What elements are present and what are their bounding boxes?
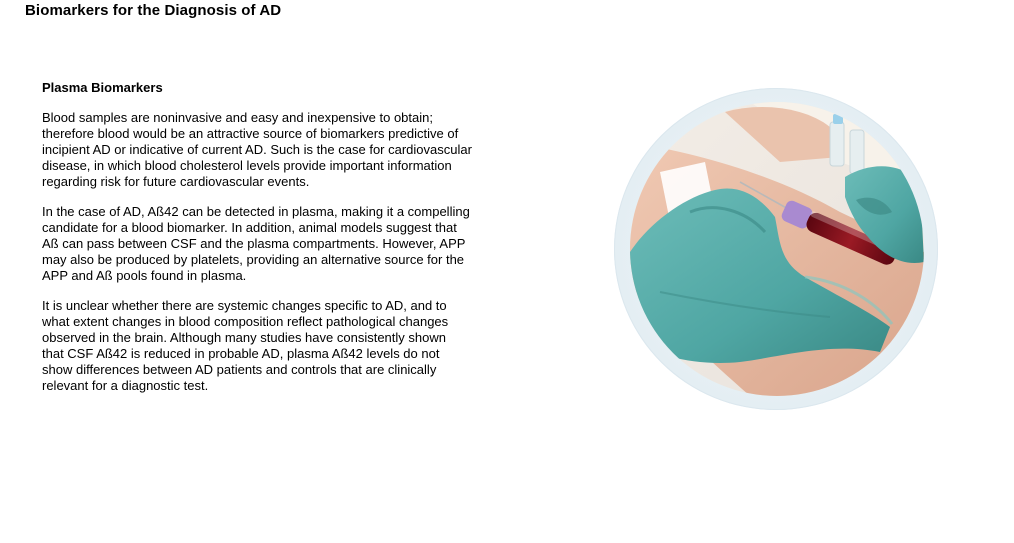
paragraph-line: Blood samples are noninvasive and easy and inexpensive to obtain;: [42, 110, 433, 125]
page-title: Biomarkers for the Diagnosis of AD: [25, 2, 282, 19]
paragraph-line: APP and Aß pools found in plasma.: [42, 268, 247, 283]
paragraph-line: In the case of AD, Aß42 can be detected in plasma, making it a compelling: [42, 204, 470, 219]
content-section: [42, 79, 522, 408]
paragraph-2: [42, 204, 522, 284]
paragraph-line: incipient AD or indicative of current AD. Such is the case for cardiovascular: [42, 142, 472, 157]
paragraph-line: observed in the brain. Although many studies have consistently shown: [42, 330, 446, 345]
section-heading: Plasma Biomarkers: [42, 80, 163, 95]
paragraph-line: It is unclear whether there are systemic changes specific to AD, and to: [42, 298, 447, 313]
paragraph-line: candidate for a blood biomarker. In addition, animal models suggest that: [42, 220, 457, 235]
vial: [850, 130, 864, 174]
paragraph-line: may also be produced by platelets, providing an alternative source for the: [42, 252, 465, 267]
paragraph-1: [42, 110, 522, 190]
blood-draw-photo: [630, 102, 924, 396]
paragraph-line: relevant for a diagnostic test.: [42, 378, 209, 393]
paragraph-line: that CSF Aß42 is reduced in probable AD, plasma Aß42 levels do not: [42, 346, 440, 361]
paragraph-3: [42, 298, 522, 394]
vial: [830, 122, 844, 166]
paragraph-line: Aß can pass between CSF and the plasma compartments. However, APP: [42, 236, 466, 251]
paragraph-line: show differences between AD patients and controls that are clinically: [42, 362, 437, 377]
paragraph-line: regarding risk for future cardiovascular events.: [42, 174, 310, 189]
blood-draw-illustration: [630, 102, 924, 396]
paragraph-line: disease, in which blood cholesterol levels provide important information: [42, 158, 452, 173]
paragraph-line: therefore blood would be an attractive source of biomarkers predictive of: [42, 126, 459, 141]
paragraph-line: what extent changes in blood composition reflect pathological changes: [42, 314, 449, 329]
